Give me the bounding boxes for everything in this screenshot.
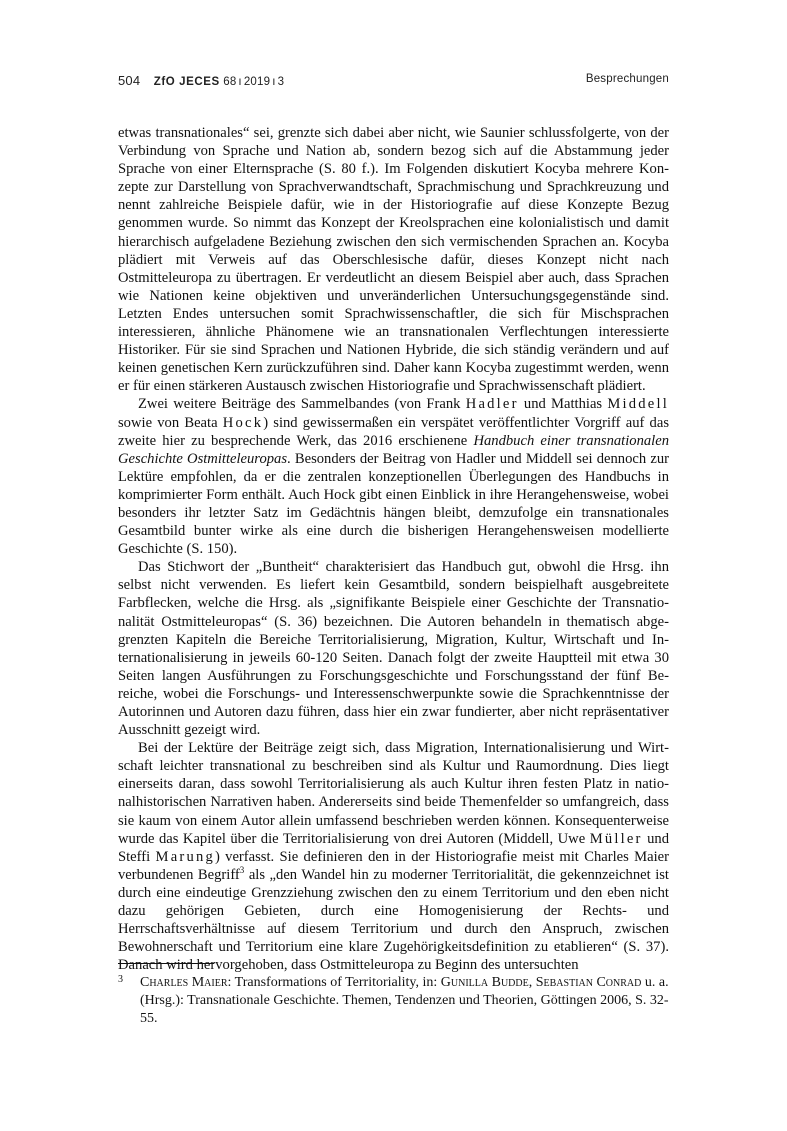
text-run: Das Stichwort der „Buntheit“ charakterisiert das Handbuch gut, obwohl die Hrsg. ihn selbst nicht verwenden. Es liefert kein Gesamtbild, sondern beispielhaft ausgebreitete Farbflecken, welche die Hrsg. als „signifikante Beispiele einer Geschichte der Transnationalität Ostmitteleuropas“ (S. 36) bezeichnen. Die Autoren behandeln in thematisch abgegrenzten Kapiteln die Bereiche Territorialisierung, Migration, Kultur, Wirtschaft und Internationalisierung in jeweils 60-120 Seiten. Danach folgt der zweite Hauptteil mit etwa 30 Seiten langen Ausführungen zu Forschungsgeschichte und Forschungsstand der fünf Bereiche, wobei die Forschungs- und Interessenschwerpunkte sowie die Sprachkenntnisse der Autorinnen und Autoren dazu führen, dass hier ein zwar fundierter, aber nicht repräsentativer Ausschnitt gezeigt wird. — [118, 559, 669, 739]
author-name: Charles Maier — [140, 975, 228, 990]
body-text — [118, 124, 669, 974]
year: 2019 — [243, 76, 271, 88]
journal-title: ZfO JECES — [153, 76, 220, 88]
author-name: Hadler — [465, 396, 519, 413]
text-run: : Transformations of Territoriality, in: — [227, 975, 441, 990]
text-run: , — [528, 975, 536, 990]
author-name: Middell — [607, 396, 669, 413]
text-run: und Matthias — [518, 396, 608, 413]
text-run: etwas transnationales“ sei, grenzte sich dabei aber nicht, wie Saunier schlussfolgerte, von der Verbindung von Sprache und Nation ab, sondern bezog sich auf die Abstammung jeder Sprache von einer Elternsprache (S. 80 f.). Im Folgenden diskutiert Kocyba mehrere Konzepte zur Darstellung von Sprachverwandtschaft, Sprachmischung und Sprachkreuzung und nennt zahlreiche Beispiele dafür, wie in der Historiografie auf diese Konzepte Bezug genommen wurde. So nimmt das Konzept der Kreolsprachen eine kolonialistisch und damit hierarchisch aufgeladene Beziehung zwischen den sich vermischenden Sprachen an. Kocyba plädiert mit Verweis auf das Oberschlesische dafür, dieses Konzept nicht nach Ostmitteleuropa zu übertragen. Er verdeutlicht an diesem Beispiel aber auch, dass Sprachen wie Nationen keine objektiven und unveränderlichen Untersuchungsgegenstände sind. Letzten Endes untersuchen somit Sprachwissenschaftler, die sich für Mischsprachen interessieren, ähnliche Phänomene wie an transnationalen Verflechtungen interessierte Historiker. Für sie sind Sprachen und Nationen Hybride, die sich ständig verändern und auf keinen genetischen Kern zurückzuführen sind. Daher kann Kocyba zugestimmt werden, wenn er für einen stärkeren Austausch zwischen Historiografie und Sprachwissenschaft plädiert. — [118, 125, 669, 395]
text-run: und Steffi — [118, 830, 669, 865]
page-number: 504 — [118, 73, 141, 88]
paragraph — [118, 124, 669, 395]
section-title: Besprechungen — [585, 73, 669, 85]
author-name: Müller — [589, 830, 643, 847]
author-name: Sebastian Conrad — [535, 975, 642, 990]
text-run: . Besonders der Beitrag von Hadler und Middell sei dennoch zur Lektüre empfohlen, da er die zentralen konzeptionellen Überlegungen des Handbuchs in komprimierter Form enthält. Auch Hock gibt einen Einblick in ihre Herangehensweise, wobei besonders ihr letzter Satz im Gedächtnis hängen bleibt, demzufolge ein transnationales Gesamtbild bunter wirke als eine durch die bisherigen Herangehensweisen modellierte Geschichte (S. 150). — [118, 450, 669, 558]
paragraph — [118, 739, 669, 974]
separator: ı — [238, 76, 242, 88]
separator: ı — [272, 76, 276, 88]
paragraph — [118, 558, 669, 739]
footnotes — [118, 974, 669, 1028]
volume: 68 — [223, 76, 237, 88]
text-run: Bei der Lektüre der Beiträge zeigt sich, dass Migration, Internationalisierung und Wirtschaft leichter transnational zu beschreiben sind als Kultur und Raumordnung. Dies liegt einerseits daran, dass sowohl Territorialisierung als auch Kultur ihren festen Platz in nationalhistorischen Narrativen haben. Andererseits sind beide Themenfelder so umfangreich, dass sie kaum von einem Autor allein umfassend beschrieben werden können. Konsequenterweise wurde das Kapitel über die Territorialisierung von drei Autoren (Middell, Uwe — [118, 740, 669, 847]
text-run: ) sind gewissermaßen ein verspätet veröffentlichter Vorgriff auf das zweite hier zu besprechende Werk, das 2016 erschienene — [118, 414, 670, 449]
author-name: Hock — [222, 414, 264, 431]
footnote-separator — [118, 963, 214, 964]
author-name: Marung — [155, 848, 215, 865]
issue: 3 — [277, 76, 285, 88]
footnote-reference: 3 — [239, 864, 245, 875]
issue-info — [223, 76, 284, 88]
italic-title: Handbuch einer transnationalen Geschichte Ostmitteleuropas — [118, 432, 670, 467]
text-run: u. a. (Hrsg.): Transnationale Geschichte. Themen, Tendenzen und Theorien, Göttingen 2006, S. 32-55. — [140, 975, 669, 1027]
text-run: als „den Wandel hin zu moderner Territorialität, die gekennzeichnet ist durch eine eindeutige Grenzziehung zwischen den zu einem Territorium und den eben nicht dazu gehörigen Gebieten, durch eine Homogenisierung der Rechts- und Herrschaftsverhältnisse auf diesem Territorium und durch den Anspruch, zwischen Bewohnerschaft und Territorium eine klare Zugehörigkeitsdefinition zu etablieren“ (S. 37). Danach wird hervorgehoben, dass Ostmitteleuropa zu Beginn des untersuchten — [118, 866, 669, 974]
paragraph — [118, 395, 669, 558]
footnote — [118, 974, 669, 1028]
text-run: ) verfasst. Sie definieren den in der Historiografie meist mit Charles Maier verbundenen Begriff — [118, 848, 670, 883]
author-name: Gunilla Budde — [440, 975, 529, 990]
running-head — [118, 73, 669, 91]
text-run: sowie von Beata — [118, 414, 223, 431]
text-run: Zwei weitere Beiträge des Sammelbandes (von Frank — [138, 396, 466, 413]
footnote-number: 3 — [118, 974, 123, 985]
running-head-left — [118, 73, 284, 88]
